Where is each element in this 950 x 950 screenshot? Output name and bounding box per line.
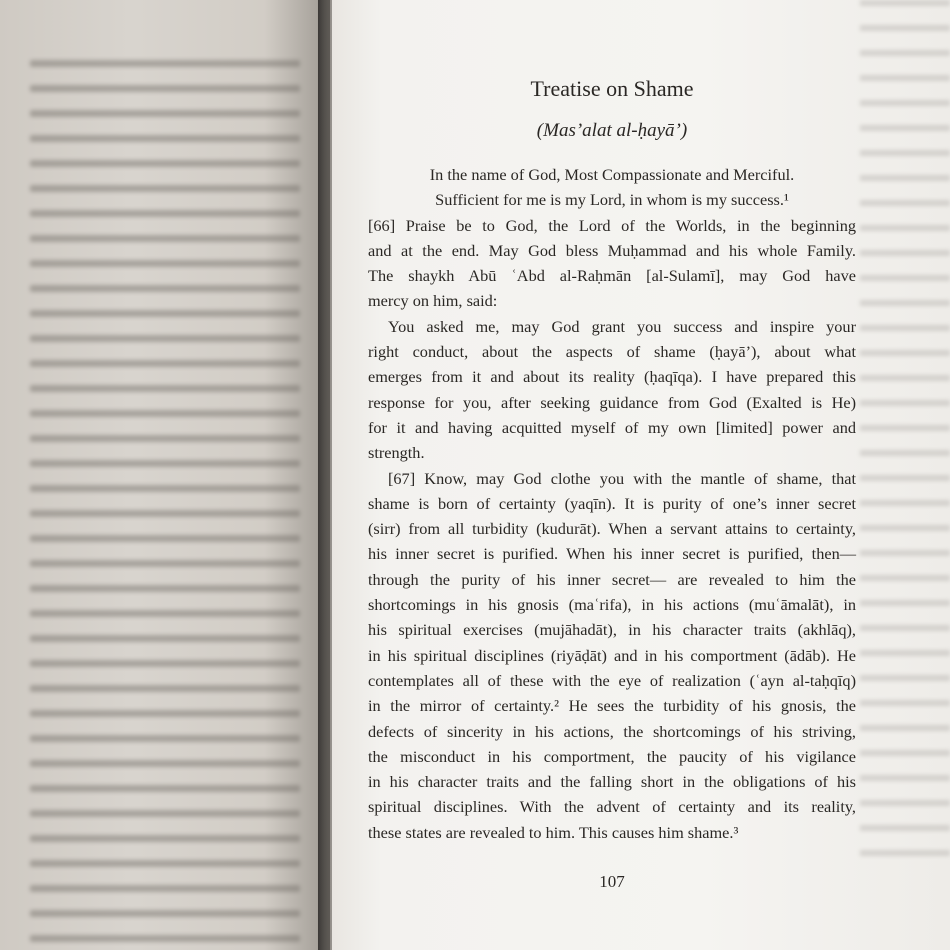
body-line: (sirr) from all turbidity (kudurāt). When a servant attains to certainty, bbox=[368, 519, 856, 539]
body-line: contemplates all of these with the eye of realization (ʿayn al-taḥqīq) bbox=[368, 670, 856, 690]
body-line: spiritual disciplines. With the advent of certainty and its reality, bbox=[368, 797, 856, 817]
body-line: defects of sincerity in his actions, the shortcomings of his striving, bbox=[368, 721, 856, 741]
body-line: for it and having acquitted myself of my own [limited] power and bbox=[368, 417, 856, 437]
body-line: in the mirror of certainty.² He sees the turbidity of his gnosis, the bbox=[368, 696, 856, 716]
treatise-subtitle: (Mas’alat al-ḥayā’) bbox=[536, 120, 688, 141]
body-line: strength. bbox=[368, 443, 425, 463]
treatise-title: Treatise on Shame bbox=[530, 76, 694, 101]
body-line: You asked me, may God grant you success and inspire your bbox=[388, 316, 856, 336]
body-line: mercy on him, said: bbox=[368, 291, 498, 311]
body-line: In the name of God, Most Compassionate and Merciful. bbox=[429, 165, 795, 184]
right-page bbox=[332, 0, 950, 950]
body-line: his spiritual exercises (mujāhadāt), in his character traits (akhlāq), bbox=[368, 620, 856, 640]
bleed-through-text bbox=[860, 0, 950, 950]
body-line: and at the end. May God bless Muḥammad and his whole Family. bbox=[368, 240, 856, 260]
body-line: these states are revealed to him. This causes him shame.³ bbox=[368, 822, 739, 842]
body-line: response for you, after seeking guidance from God (Exalted is He) bbox=[368, 392, 856, 412]
left-page-blurred bbox=[0, 0, 330, 950]
body-line: The shaykh Abū ʿAbd al-Raḥmān [al-Sulamī], may God have bbox=[368, 266, 856, 286]
page-content bbox=[368, 74, 856, 845]
body-line: [66] Praise be to God, the Lord of the Worlds, in the beginning bbox=[368, 215, 856, 235]
body-line: the misconduct in his comportment, the paucity of his vigilance bbox=[368, 746, 856, 766]
body-line: shortcomings in his gnosis (maʿrifa), in his actions (muʿāmalāt), in bbox=[368, 595, 856, 615]
body-line: shame is born of certainty (yaqīn). It is purity of one’s inner secret bbox=[368, 493, 856, 513]
page-number: 107 bbox=[599, 872, 625, 891]
body-line: his inner secret is purified. When his inner secret is purified, then— bbox=[368, 544, 856, 564]
body-line: [67] Know, may God clothe you with the mantle of shame, that bbox=[388, 468, 856, 488]
body-line: Sufficient for me is my Lord, in whom is my success.¹ bbox=[435, 190, 789, 210]
body-line: in his character traits and the falling short in the obligations of his bbox=[368, 772, 856, 792]
body-line: emerges from it and about its reality (ḥaqīqa). I have prepared this bbox=[368, 367, 856, 387]
body-line: in his spiritual disciplines (riyāḍāt) and in his comportment (ādāb). He bbox=[368, 645, 856, 665]
body-line: through the purity of his inner secret— are revealed to him the bbox=[368, 569, 856, 589]
body-line: right conduct, about the aspects of shame (ḥayā’), about what bbox=[368, 342, 856, 362]
left-page-blurred-text bbox=[30, 60, 300, 950]
